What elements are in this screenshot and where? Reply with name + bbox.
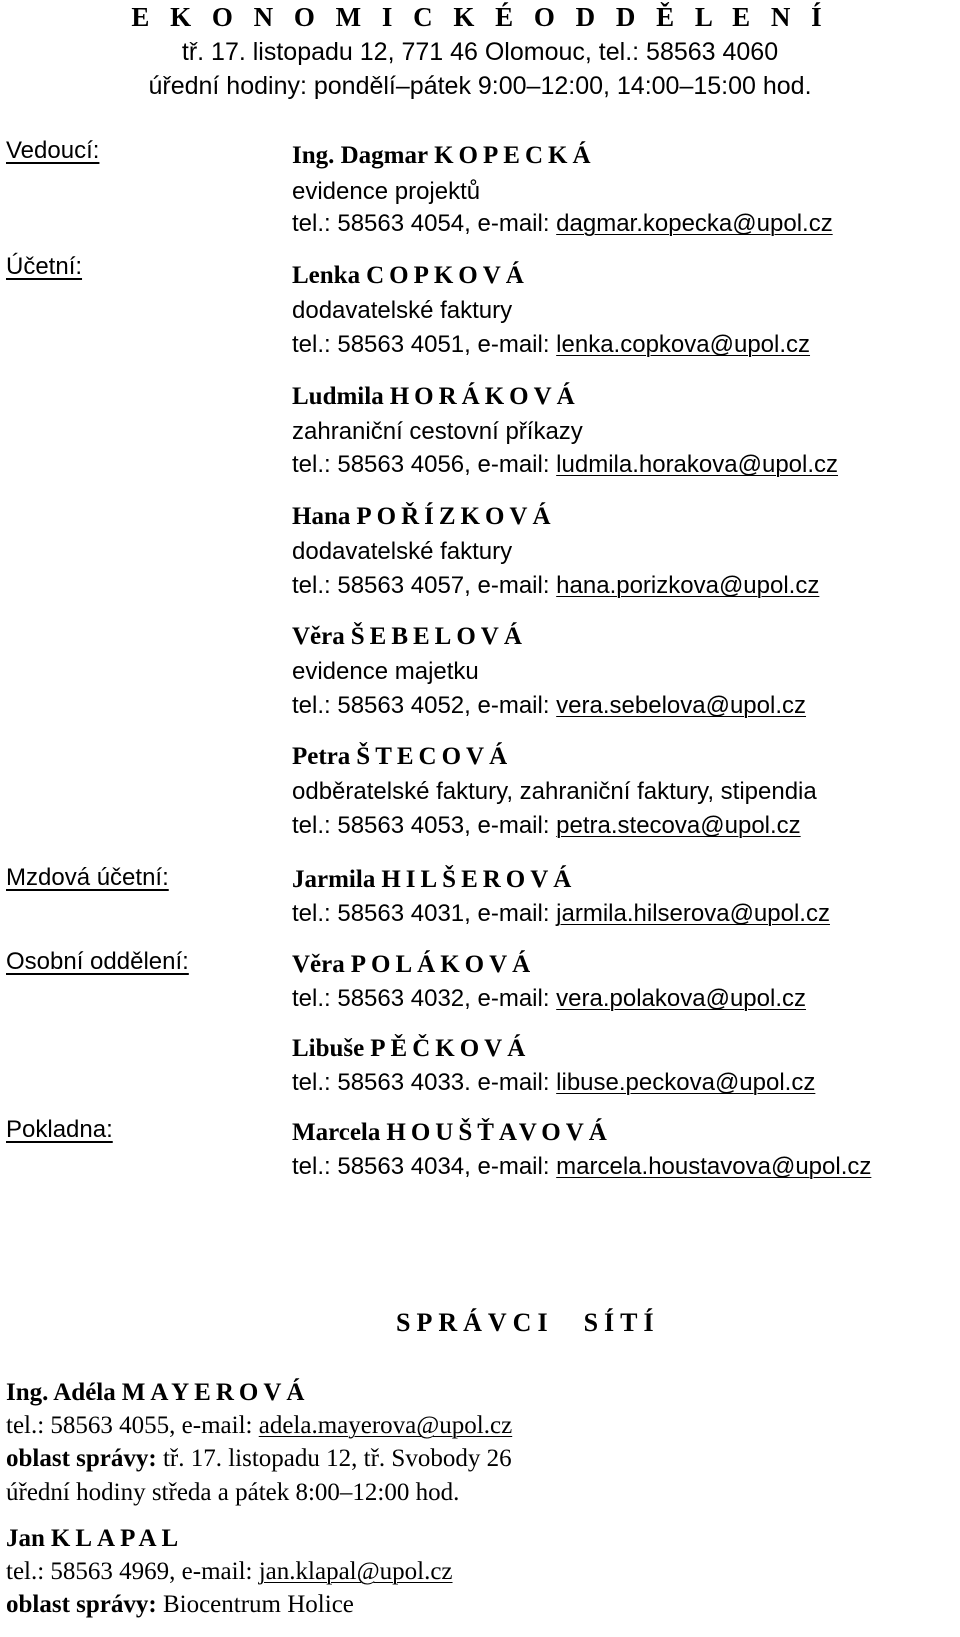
email-link[interactable]: hana.porizkova@upol.cz	[556, 572, 820, 599]
staff-name	[292, 866, 576, 894]
admin-name	[6, 1525, 183, 1553]
staff-contact	[292, 331, 810, 359]
office-hours: úřední hodiny: pondělí–pátek 9:00–12:00, 14:00–15:00 hod.	[148, 72, 812, 100]
first-name: Věra	[292, 951, 345, 978]
surname: ŠEBELOVÁ	[350, 623, 527, 650]
staff-name	[292, 951, 535, 979]
email-link[interactable]: libuse.peckova@upol.cz	[556, 1069, 816, 1096]
first-name: Lenka	[292, 262, 361, 289]
email-link[interactable]: adela.mayerova@upol.cz	[258, 1412, 513, 1439]
email-link[interactable]: jarmila.hilserova@upol.cz	[556, 900, 830, 927]
title-part: SPRÁVCI	[396, 1308, 554, 1337]
phone: tel.: 58563 4053, e-mail:	[292, 812, 557, 839]
department-address: tř. 17. listopadu 12, 771 46 Olomouc, tel.: 58563 4060	[181, 38, 779, 66]
phone: tel.: 58563 4051, e-mail:	[292, 331, 557, 358]
admin-hours: úřední hodiny středa a pátek 8:00–12:00 hod.	[6, 1479, 460, 1506]
staff-name	[292, 142, 596, 170]
first-name: Ing. Adéla	[6, 1379, 116, 1406]
phone: tel.: 58563 4055, e-mail:	[6, 1412, 259, 1439]
network-admins-title	[396, 1308, 660, 1338]
phone: tel.: 58563 4969, e-mail:	[6, 1558, 259, 1585]
surname: POŘÍZKOVÁ	[356, 503, 556, 530]
staff-contact	[292, 1153, 871, 1181]
staff-contact	[292, 900, 830, 928]
first-name: Marcela	[292, 1119, 381, 1146]
staff-contact	[292, 692, 806, 720]
phone: tel.: 58563 4032, e-mail:	[292, 985, 557, 1012]
first-name: Petra	[292, 743, 351, 770]
role-accountant-label: Účetní:	[6, 253, 83, 280]
staff-duty: evidence projektů	[292, 178, 481, 205]
area-label: oblast správy:	[6, 1445, 157, 1472]
admin-name	[6, 1379, 309, 1407]
first-name: Ing. Dagmar	[292, 142, 429, 169]
staff-duty: dodavatelské faktury	[292, 297, 513, 324]
phone: tel.: 58563 4034, e-mail:	[292, 1153, 557, 1180]
department-title: E K O N O M I C K É O D D Ě L E N Í	[131, 2, 829, 32]
surname: MAYEROVÁ	[121, 1379, 310, 1406]
staff-contact	[292, 210, 833, 238]
email-link[interactable]: petra.stecova@upol.cz	[556, 812, 801, 839]
surname: COPKOVÁ	[366, 262, 529, 289]
phone: tel.: 58563 4033. e-mail:	[292, 1069, 557, 1096]
surname: KOPECKÁ	[434, 142, 596, 169]
area-value: tř. 17. listopadu 12, tř. Svobody 26	[156, 1445, 512, 1472]
area-value: Biocentrum Holice	[156, 1591, 354, 1618]
staff-contact	[292, 1069, 815, 1097]
staff-name	[292, 503, 556, 531]
surname: ŠTECOVÁ	[356, 743, 513, 770]
first-name: Jarmila	[292, 866, 376, 893]
surname: HOUŠŤAVOVÁ	[386, 1119, 612, 1146]
first-name: Hana	[292, 503, 351, 530]
area-label: oblast správy:	[6, 1591, 157, 1618]
staff-contact	[292, 985, 806, 1013]
staff-contact	[292, 451, 838, 479]
staff-duty: zahraniční cestovní příkazy	[292, 418, 583, 445]
surname: POLÁKOVÁ	[350, 951, 536, 978]
phone: tel.: 58563 4031, e-mail:	[292, 900, 557, 927]
admin-area	[6, 1445, 512, 1473]
staff-name	[292, 743, 512, 771]
first-name: Libuše	[292, 1035, 365, 1062]
staff-name	[292, 623, 527, 651]
surname: HILŠEROVÁ	[381, 866, 577, 893]
email-link[interactable]: vera.sebelova@upol.cz	[556, 692, 807, 719]
role-personnel-label: Osobní oddělení:	[6, 948, 189, 975]
phone: tel.: 58563 4056, e-mail:	[292, 451, 557, 478]
staff-name	[292, 1119, 612, 1147]
email-link[interactable]: lenka.copkova@upol.cz	[556, 331, 811, 358]
email-link[interactable]: dagmar.kopecka@upol.cz	[556, 210, 833, 237]
surname: HORÁKOVÁ	[389, 383, 580, 410]
first-name: Věra	[292, 623, 345, 650]
email-link[interactable]: marcela.houstavova@upol.cz	[556, 1153, 872, 1180]
first-name: Jan	[6, 1525, 45, 1552]
email-link[interactable]: jan.klapal@upol.cz	[258, 1558, 453, 1585]
admin-area	[6, 1591, 354, 1619]
phone: tel.: 58563 4054, e-mail:	[292, 210, 557, 237]
staff-duty: evidence majetku	[292, 658, 479, 685]
staff-contact	[292, 812, 801, 840]
role-head-label: Vedoucí:	[6, 137, 100, 164]
phone: tel.: 58563 4052, e-mail:	[292, 692, 557, 719]
staff-contact	[292, 572, 819, 600]
staff-duty: odběratelské faktury, zahraniční faktury, stipendia	[292, 778, 817, 805]
staff-duty: dodavatelské faktury	[292, 538, 513, 565]
role-payroll-label: Mzdová účetní:	[6, 864, 169, 891]
title-part: SÍTÍ	[583, 1308, 660, 1337]
surname: KLAPAL	[50, 1525, 184, 1552]
email-link[interactable]: ludmila.horakova@upol.cz	[556, 451, 839, 478]
staff-name	[292, 262, 529, 290]
email-link[interactable]: vera.polakova@upol.cz	[556, 985, 807, 1012]
admin-contact	[6, 1412, 512, 1440]
staff-name	[292, 383, 580, 411]
surname: PĚČKOVÁ	[370, 1035, 531, 1062]
first-name: Ludmila	[292, 383, 384, 410]
phone: tel.: 58563 4057, e-mail:	[292, 572, 557, 599]
staff-name	[292, 1035, 530, 1063]
admin-contact	[6, 1558, 453, 1586]
role-cashier-label: Pokladna:	[6, 1116, 113, 1143]
